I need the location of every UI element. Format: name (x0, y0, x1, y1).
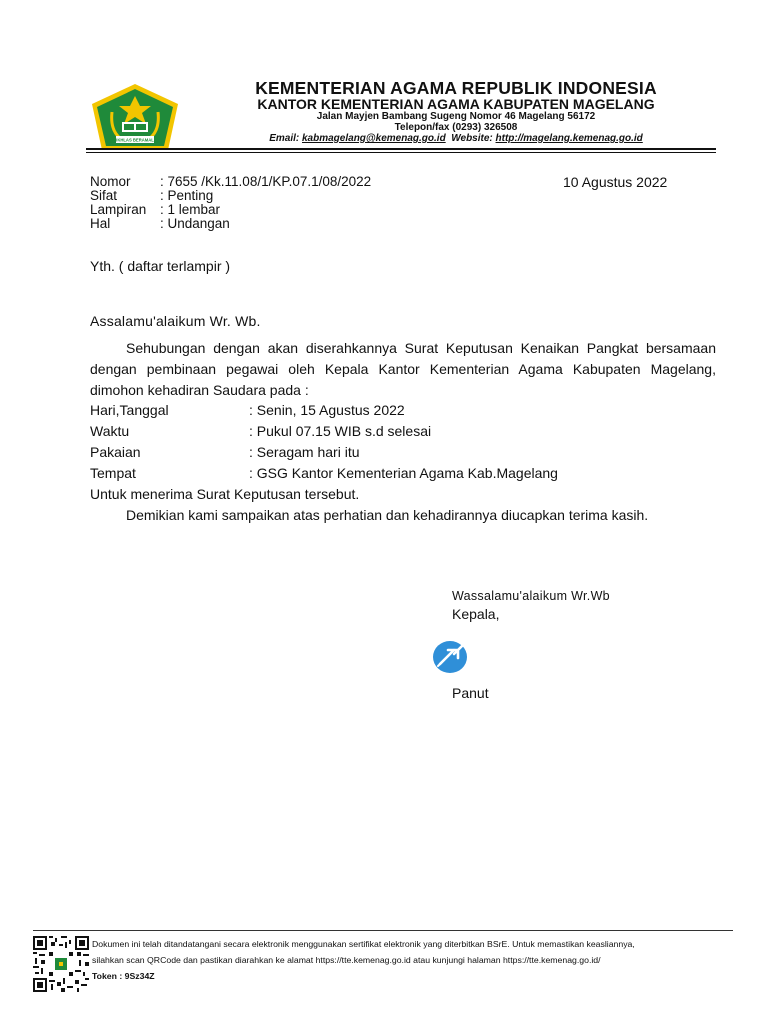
contact-line (196, 133, 716, 144)
detail-label-time: Waktu (90, 423, 130, 439)
body-paragraph-1: Sehubungan dengan akan diserahkannya Surat Keputusan Kenaikan Pangkat bersamaan dengan pembinaan pegawai oleh Kepala Kantor Kementerian Agama Kabupaten Magelang, dimohon kehadiran Saudara pada : (90, 340, 716, 398)
detail-value-time: : Pukul 07.15 WIB s.d selesai (249, 423, 432, 439)
letter-date: 10 Agustus 2022 (563, 174, 668, 190)
office-phone: Telepon/fax (0293) 326508 (394, 122, 518, 133)
footer-notice-line-2: silahkan scan QRCode dan pastikan diarahkan ke alamat https://tte.kemenag.go.id atau kunjungi halaman https://tte.kemenag.go.id/ (92, 955, 601, 965)
footer-token: Token : 9Sz34Z (92, 971, 155, 981)
hal-value: : Undangan (160, 216, 230, 231)
header-divider-thin (86, 152, 716, 153)
letter-meta (90, 174, 390, 234)
closing-paragraph: Demikian kami sampaikan atas perhatian dan kehadirannya diucapkan terima kasih. (126, 507, 649, 523)
kemenag-logo (90, 82, 180, 152)
nomor-value: : 7655 /Kk.11.08/1/KP.07.1/08/2022 (160, 174, 372, 189)
office-title: KANTOR KEMENTERIAN AGAMA KABUPATEN MAGELANG (257, 96, 655, 112)
detail-label-date: Hari,Tanggal (90, 402, 169, 418)
detail-value-date: : Senin, 15 Agustus 2022 (249, 402, 405, 418)
sifat-label: Sifat (90, 188, 118, 203)
detail-label-attire: Pakaian (90, 444, 141, 460)
nomor-label: Nomor (90, 174, 131, 189)
signer-title: Kepala, (452, 606, 500, 622)
office-address: Jalan Mayjen Bambang Sugeng Nomor 46 Magelang 56172 (316, 111, 596, 122)
electronic-signature-seal-icon (432, 640, 468, 674)
footer-notice-line-1: Dokumen ini telah ditandatangani secara elektronik menggunakan sertifikat elektronik yang diterbitkan BSrE. Untuk memastikan keasliannya, (92, 939, 635, 949)
recipient: Yth. ( daftar terlampir ) (90, 258, 231, 274)
detail-label-place: Tempat (90, 465, 136, 481)
detail-value-attire: : Seragam hari itu (249, 444, 360, 460)
hal-label: Hal (90, 216, 111, 231)
email-link[interactable]: kabmagelang@kemenag.go.id (302, 133, 446, 144)
ministry-title: KEMENTERIAN AGAMA REPUBLIK INDONESIA (255, 78, 657, 98)
logo-motto: IKHLAS BERAMAL (116, 137, 154, 143)
purpose-line: Untuk menerima Surat Keputusan tersebut. (90, 486, 360, 502)
closing-greeting: Wassalamu'alaikum Wr.Wb (452, 589, 610, 603)
opening-greeting: Assalamu'alaikum Wr. Wb. (90, 313, 261, 329)
lampiran-label: Lampiran (90, 202, 147, 217)
qr-code-icon[interactable] (33, 936, 89, 992)
email-label: Email: (269, 133, 300, 144)
header-divider-thick (86, 148, 716, 150)
signer-name: Panut (452, 685, 489, 701)
website-link[interactable]: http://magelang.kemenag.go.id (495, 133, 643, 144)
footer-divider (33, 930, 733, 931)
lampiran-value: : 1 lembar (160, 202, 221, 217)
website-label: Website: (451, 133, 493, 144)
sifat-value: : Penting (160, 188, 214, 203)
detail-value-place: : GSG Kantor Kementerian Agama Kab.Magelang (249, 465, 558, 481)
event-details (0, 402, 768, 486)
